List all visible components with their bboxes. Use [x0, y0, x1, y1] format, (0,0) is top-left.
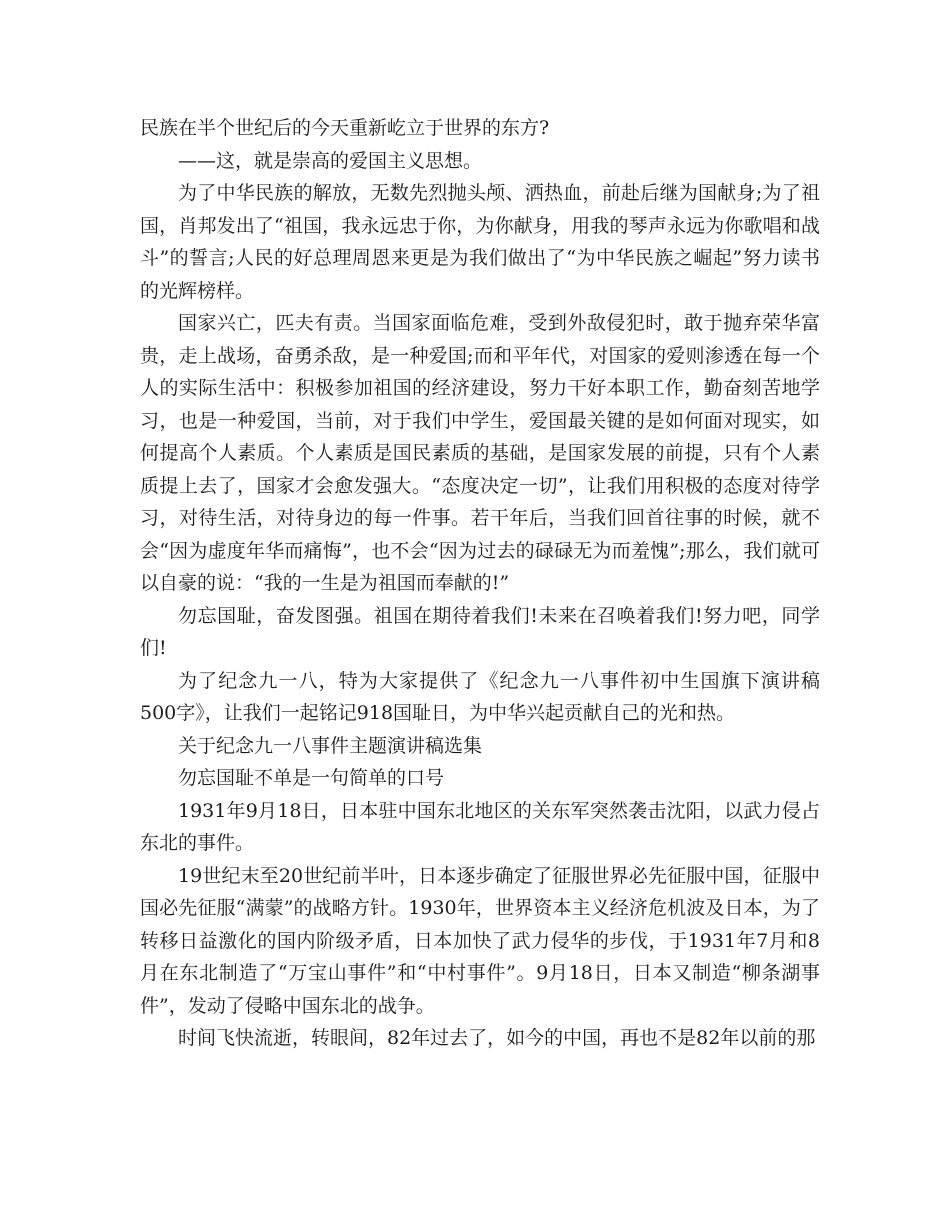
paragraph-intro-918: 为了纪念九一八，特为大家提供了《纪念九一八事件初中生国旗下演讲稿500字》，让我们一起铭记918国耻日，为中华兴起贡献自己的光和热。 [140, 669, 820, 724]
document-body [140, 112, 820, 1055]
paragraph-continuation: 民族在半个世纪后的今天重新屹立于世界的东方? [140, 117, 550, 139]
paragraph-martyrs: 为了中华民族的解放，无数先烈抛头颅、洒热血，前赴后继为国献身;为了祖国，肖邦发出了“祖国，我永远忠于你，为你献身，用我的琴声永远为你歌唱和战斗”的誓言;人民的好总理周恩来更是为我们做出了“为中华民族之崛起”努力读书的光辉榜样。 [140, 182, 820, 302]
paragraph-time-passes: 时间飞快流逝，转眼间，82年过去了，如今的中国，再也不是82年以前的那 [178, 1027, 816, 1049]
section-heading: 关于纪念九一八事件主题演讲稿选集 [178, 734, 483, 757]
paragraph-never-forget: 勿忘国耻，奋发图强。祖国在期待着我们!未来在召唤着我们!努力吧，同学们! [140, 604, 820, 659]
paragraph-event-date: 1931年9月18日，日本驻中国东北地区的关东军突然袭击沈阳，以武力侵占东北的事件。 [140, 799, 820, 854]
paragraph-national-duty: 国家兴亡，匹夫有责。当国家面临危难，受到外敌侵犯时，敢于抛弃荣华富贵，走上战场，奋勇杀敌，是一种爱国;而和平年代，对国家的爱则渗透在每一个人的实际生活中：积极参加祖国的经济建设，努力干好本职工作，勤奋刻苦地学习，也是一种爱国，当前，对于我们中学生，爱国最关键的是如何面对现实，如何提高个人素质。个人素质是国民素质的基础，是国家发展的前提，只有个人素质提上去了，国家才会愈发强大。“态度决定一切”，让我们用积极的态度对待学习，对待生活，对待身边的每一件事。若干年后，当我们回首往事的时候，就不会“因为虚度年华而痛悔”，也不会“因为过去的碌碌无为而羞愧”;那么，我们就可以自豪的说：“我的一生是为祖国而奉献的!” [140, 312, 820, 594]
paragraph-history: 19世纪末至20世纪前半叶，日本逐步确定了征服世界必先征服中国，征服中国必先征服“满蒙”的战略方针。1930年，世界资本主义经济危机波及日本，为了转移日益激化的国内阶级矛盾，日本加快了武力侵华的步伐，于1931年7月和8月在东北制造了“万宝山事件”和“中村事件”。9月18日，日本又制造“柳条湖事件”，发动了侵略中国东北的战争。 [140, 864, 820, 1017]
speech-title: 勿忘国耻不单是一句简单的口号 [178, 767, 445, 789]
paragraph-patriotism-summary: ——这，就是崇高的爱国主义思想。 [178, 149, 483, 172]
